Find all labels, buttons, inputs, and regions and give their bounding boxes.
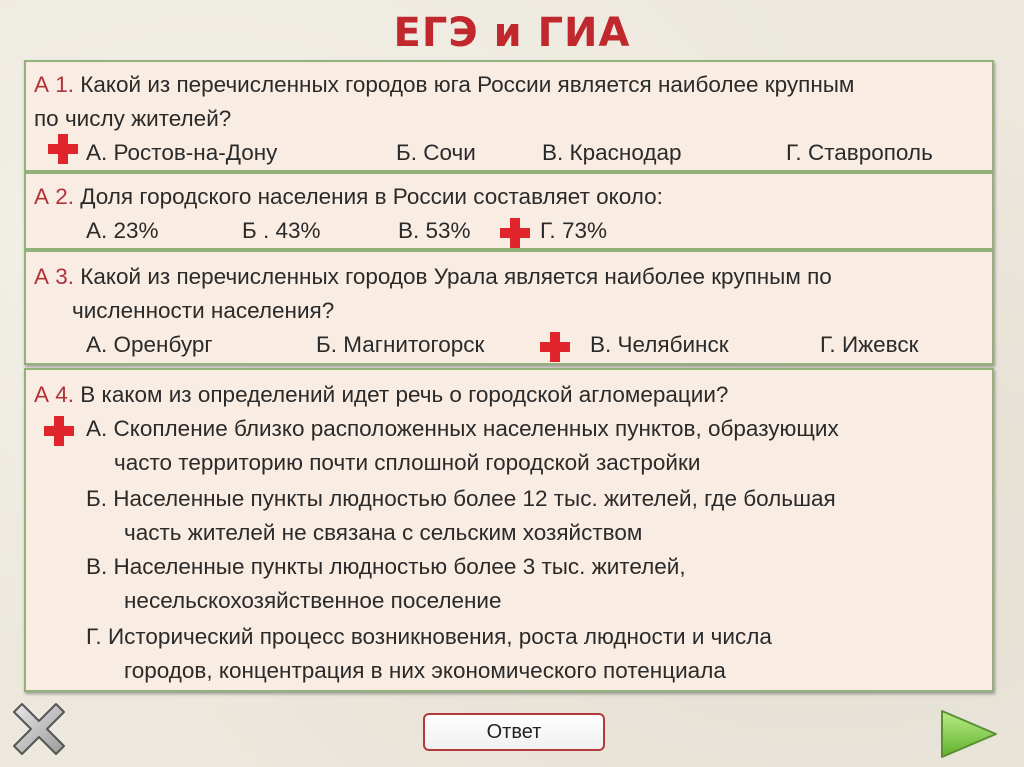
q2-option-b[interactable]: Б . 43% — [242, 218, 321, 243]
q2-option-a[interactable]: А. 23% — [86, 218, 159, 243]
question-1-text-line1: Какой из перечисленных городов юга России является наиболее крупным — [74, 72, 855, 97]
question-1-number: А 1. — [34, 72, 75, 97]
q1-option-a[interactable]: А. Ростов-на-Дону — [86, 140, 278, 165]
red-cross-icon — [500, 218, 530, 248]
q3-option-a[interactable]: А. Оренбург — [86, 332, 213, 357]
q4-option-c[interactable]: В. Населенные пункты людностью более 3 тыс. жителей, — [86, 554, 686, 579]
question-4-box — [24, 368, 994, 692]
page-title: ЕГЭ и ГИА — [393, 10, 631, 56]
question-3-text-line1: Какой из перечисленных городов Урала является наиболее крупным по — [74, 264, 832, 289]
question-1-text — [34, 68, 854, 102]
red-cross-icon — [540, 332, 570, 362]
q1-option-c[interactable]: В. Краснодар — [542, 140, 682, 165]
question-3-box — [24, 250, 994, 365]
red-cross-icon — [48, 134, 78, 164]
question-3-number: А 3. — [34, 264, 75, 289]
question-2-number: А 2. — [34, 184, 75, 209]
q4-option-b[interactable]: Б. Населенные пункты людностью более 12 тыс. жителей, где большая — [86, 486, 836, 511]
q4-option-a-cont[interactable]: часто территорию почти сплошной городской застройки — [114, 450, 701, 475]
red-cross-icon — [44, 416, 74, 446]
question-4-text — [34, 378, 728, 412]
question-3-text — [34, 260, 832, 294]
answer-button[interactable]: Ответ — [423, 713, 605, 751]
close-x-icon[interactable] — [10, 700, 68, 758]
q4-option-c-cont[interactable]: несельскохозяйственное поселение — [124, 588, 502, 613]
next-arrow-icon[interactable] — [938, 708, 1000, 760]
q4-option-a[interactable]: А. Скопление близко расположенных населенных пунктов, образующих — [86, 416, 839, 441]
q3-option-b[interactable]: Б. Магнитогорск — [316, 332, 485, 357]
question-2-text-line1: Доля городского населения в России составляет около: — [74, 184, 663, 209]
q1-option-d[interactable]: Г. Ставрополь — [786, 140, 933, 165]
q3-option-d[interactable]: Г. Ижевск — [820, 332, 919, 357]
question-2-text — [34, 180, 663, 214]
question-1-box — [24, 60, 994, 172]
q1-option-b[interactable]: Б. Сочи — [396, 140, 476, 165]
q4-option-b-cont[interactable]: часть жителей не связана с сельским хозяйством — [124, 520, 643, 545]
question-3-text-line2: численности населения? — [72, 298, 335, 323]
q2-option-d[interactable]: Г. 73% — [540, 218, 607, 243]
question-4-number: А 4. — [34, 382, 75, 407]
q4-option-d-cont[interactable]: городов, концентрация в них экономического потенциала — [124, 658, 726, 683]
question-4-text-line1: В каком из определений идет речь о городской агломерации? — [74, 382, 729, 407]
q4-option-d[interactable]: Г. Исторический процесс возникновения, роста людности и числа — [86, 624, 772, 649]
q3-option-c[interactable]: В. Челябинск — [590, 332, 729, 357]
q2-option-c[interactable]: В. 53% — [398, 218, 471, 243]
question-1-text-line2: по числу жителей? — [34, 106, 232, 131]
question-2-box — [24, 172, 994, 250]
